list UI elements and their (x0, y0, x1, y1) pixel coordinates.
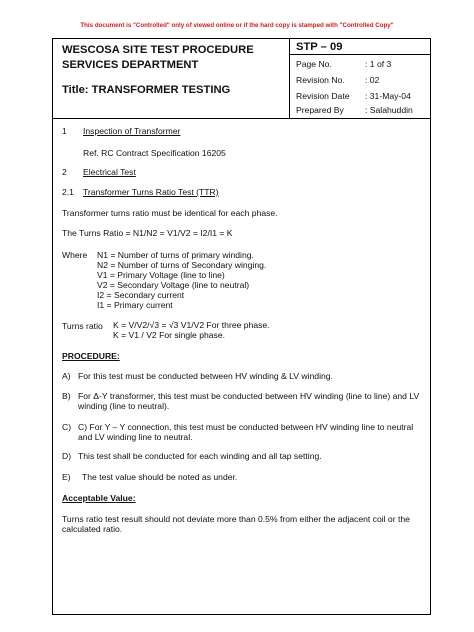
procedure-step-b-continued: winding (line to neutral). (78, 401, 170, 411)
header-meta-block (289, 38, 431, 119)
procedure-step-b: For Δ-Y transformer, this test must be conducted between HV winding (line to line) and LV (78, 391, 420, 401)
meta-page-no (289, 56, 431, 71)
procedure-step-d: This test shall be conducted for each winding and all tap setting. (78, 451, 322, 461)
meta-label: Revision Date (296, 91, 350, 101)
acceptable-value-text: Turns ratio test result should not deviate more than 0.5% from either the adjacent coil or the (62, 514, 410, 524)
subsection-heading-ttr: Transformer Turns Ratio Test (TTR) (83, 187, 219, 197)
meta-label: Revision No. (296, 75, 345, 85)
single-phase-formula: K = V1 / V2 For single phase. (113, 330, 226, 340)
procedure-heading: PROCEDURE: (62, 351, 120, 361)
meta-value: : 02 (365, 75, 380, 85)
meta-value: : Salahuddin (365, 105, 413, 115)
procedure-step-a: For this test must be conducted between HV winding & LV winding. (78, 371, 333, 381)
subsection-number: 2.1 (62, 187, 74, 197)
meta-value: : 31-May-04 (365, 91, 411, 101)
three-phase-formula: K = V/V2/√3 = √3 V1/V2 For three phase. (113, 320, 270, 330)
definition-item: N2 = Number of turns of Secondary winging. (97, 260, 267, 270)
meta-label: Prepared By (296, 105, 344, 115)
meta-revision-no (289, 72, 431, 87)
org-line-1: WESCOSA SITE TEST PROCEDURE (62, 44, 254, 56)
section-heading-electrical-test: Electrical Test (83, 167, 136, 177)
procedure-marker: A) (62, 371, 71, 381)
contract-reference: Ref. RC Contract Specification 16205 (83, 148, 226, 158)
turns-ratio-label: Turns ratio (62, 321, 103, 331)
org-line-2: SERVICES DEPARTMENT (62, 59, 199, 71)
acceptable-value-text-continued: calculated ratio. (62, 524, 123, 534)
section-number: 2 (62, 167, 67, 177)
definition-item: I2 = Secondary current (97, 290, 185, 300)
meta-label: Page No. (296, 59, 332, 69)
meta-prepared-by (289, 102, 431, 117)
procedure-marker: D) (62, 451, 72, 461)
section-number: 1 (62, 126, 67, 136)
definition-item: I1 = Primary current (97, 300, 173, 310)
meta-revision-date (289, 88, 431, 103)
meta-value: : 1 of 3 (365, 59, 392, 69)
definition-item: V1 = Primary Voltage (line to line) (97, 270, 225, 280)
section-heading-inspection: Inspection of Transformer (83, 126, 181, 136)
document-id: STP – 09 (289, 38, 431, 55)
paragraph-identical-ratio: Transformer turns ratio must be identical for each phase. (62, 208, 278, 218)
acceptable-value-heading: Acceptable Value: (62, 493, 136, 503)
where-label: Where (62, 250, 88, 260)
definition-item: V2 = Secondary Voltage (line to neutral) (97, 280, 250, 290)
procedure-marker: B) (62, 391, 71, 401)
procedure-marker: C) (62, 422, 72, 432)
procedure-step-c: C) For Y – Y connection, this test must be conducted between HV winding line to neutral (78, 422, 414, 432)
controlled-copy-banner: This document is "Controlled" only of viewed online or if the hard copy is stamped with "Controlled Copy" (80, 22, 394, 29)
procedure-marker: E) (62, 472, 71, 482)
turns-ratio-formula: The Turns Ratio = N1/N2 = V1/V2 = I2/I1 = K (62, 228, 233, 238)
document-title: Title: TRANSFORMER TESTING (62, 84, 231, 96)
procedure-step-c-continued: and LV winding line to neutral. (78, 432, 193, 442)
definition-item: N1 = Number of turns of primary winding. (97, 250, 254, 260)
procedure-step-e: The test value should be noted as under. (82, 472, 238, 482)
header-title-block (52, 38, 290, 119)
organization-name (62, 43, 254, 73)
